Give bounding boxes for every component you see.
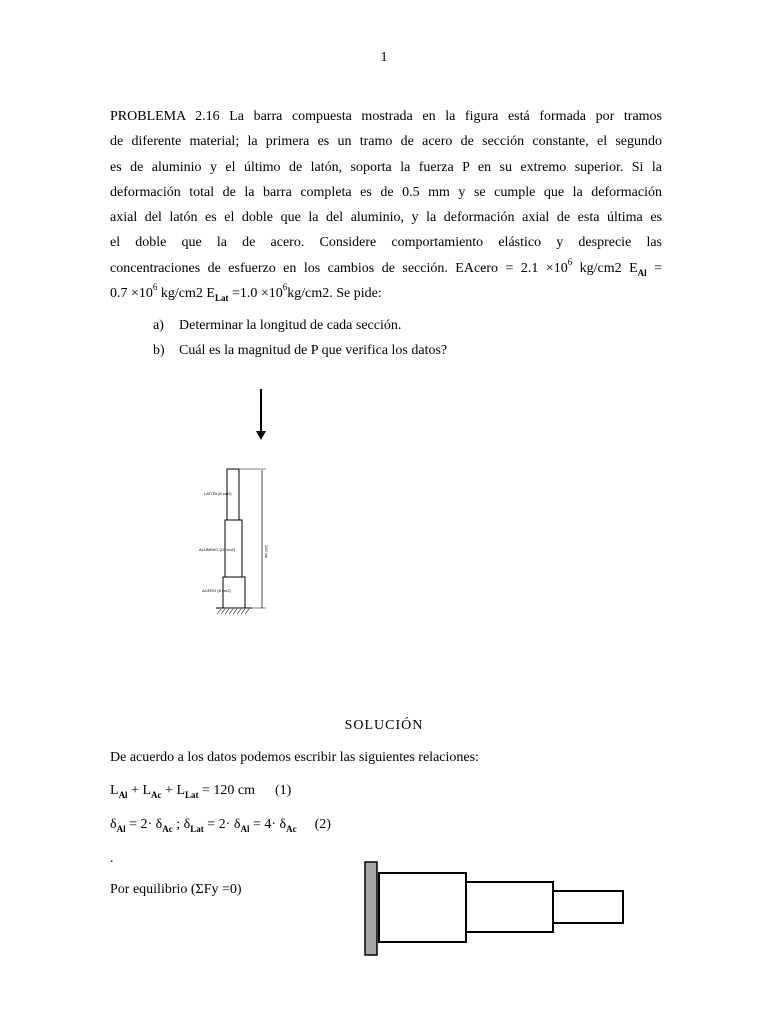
page-number: 1: [380, 50, 388, 65]
list-item: a) Determinar la longitud de cada sección.: [153, 318, 402, 333]
medium-section: [466, 882, 553, 932]
problem-statement: [110, 104, 662, 306]
equation-2: $\delta_{Al} = 2\cdot \delta_{Ac}$ ; $\delta_{Lat} = 2\cdot \delta_{Al} = 4\cdot \delta_{Ac}$ (2): [110, 817, 331, 834]
composite-bar-figure: [180, 385, 290, 625]
horizontal-bar-figure: [360, 858, 630, 958]
solution-title: SOLUCIÓN: [344, 718, 424, 733]
label-aluminio: ALUMINIO (10 cm2): [199, 547, 236, 552]
load-arrow-head: [256, 431, 266, 440]
problem-line: axial del latón es el doble que la del aluminio, y la deformación axial de esta última es: [110, 210, 662, 226]
wall-support: [365, 862, 377, 955]
problem-line: deformación total de la barra completa es de 0.5 mm y se cumple que la deformación: [110, 184, 662, 200]
equilibrium-text: Por equilibrio (ΣFy =0): [110, 882, 242, 897]
stray-dot: .: [110, 851, 114, 866]
small-section: [553, 891, 623, 923]
solution-intro: De acuerdo a los datos podemos escribir las siguientes relaciones:: [110, 750, 479, 765]
problem-line: de diferente material; la primera es un tramo de acero de sección constante, el segundo: [110, 134, 662, 150]
large-section: [379, 873, 466, 942]
equation-1: $L_{Al} + L_{Ac} + L_{Lat} = 120$ cm (1): [110, 783, 292, 800]
problem-line: es de aluminio y el último de latón, soporta la fuerza P en su extremo superior. Si la: [110, 159, 662, 175]
problem-line: el doble que la de acero. Considere comportamiento elástico y desprecie las: [110, 235, 662, 251]
label-laton: LATON (8 cm2): [204, 491, 232, 496]
label-acero: ACERO (8 cm2): [202, 588, 231, 593]
problem-line-8: $0.7 \times 10^6$ kg/cm2 $E_{Lat} =1.0 \times 10^6kg/cm2$. Se pide:: [110, 282, 382, 303]
problem-line: PROBLEMA 2.16 La barra compuesta mostrada en la figura está formada por tramos: [110, 109, 662, 124]
problem-line-7: concentraciones de esfuerzo en los cambios de sección. EAcero = $2.1 \times 10^6$ kg/cm2 $E_{Al}$ =: [110, 257, 663, 278]
ground-hatch: [217, 609, 249, 614]
question-list: [153, 313, 447, 363]
list-item: b) Cuál es la magnitud de P que verifica los datos?: [153, 343, 448, 358]
label-total-length: 120 cm: [264, 545, 269, 559]
